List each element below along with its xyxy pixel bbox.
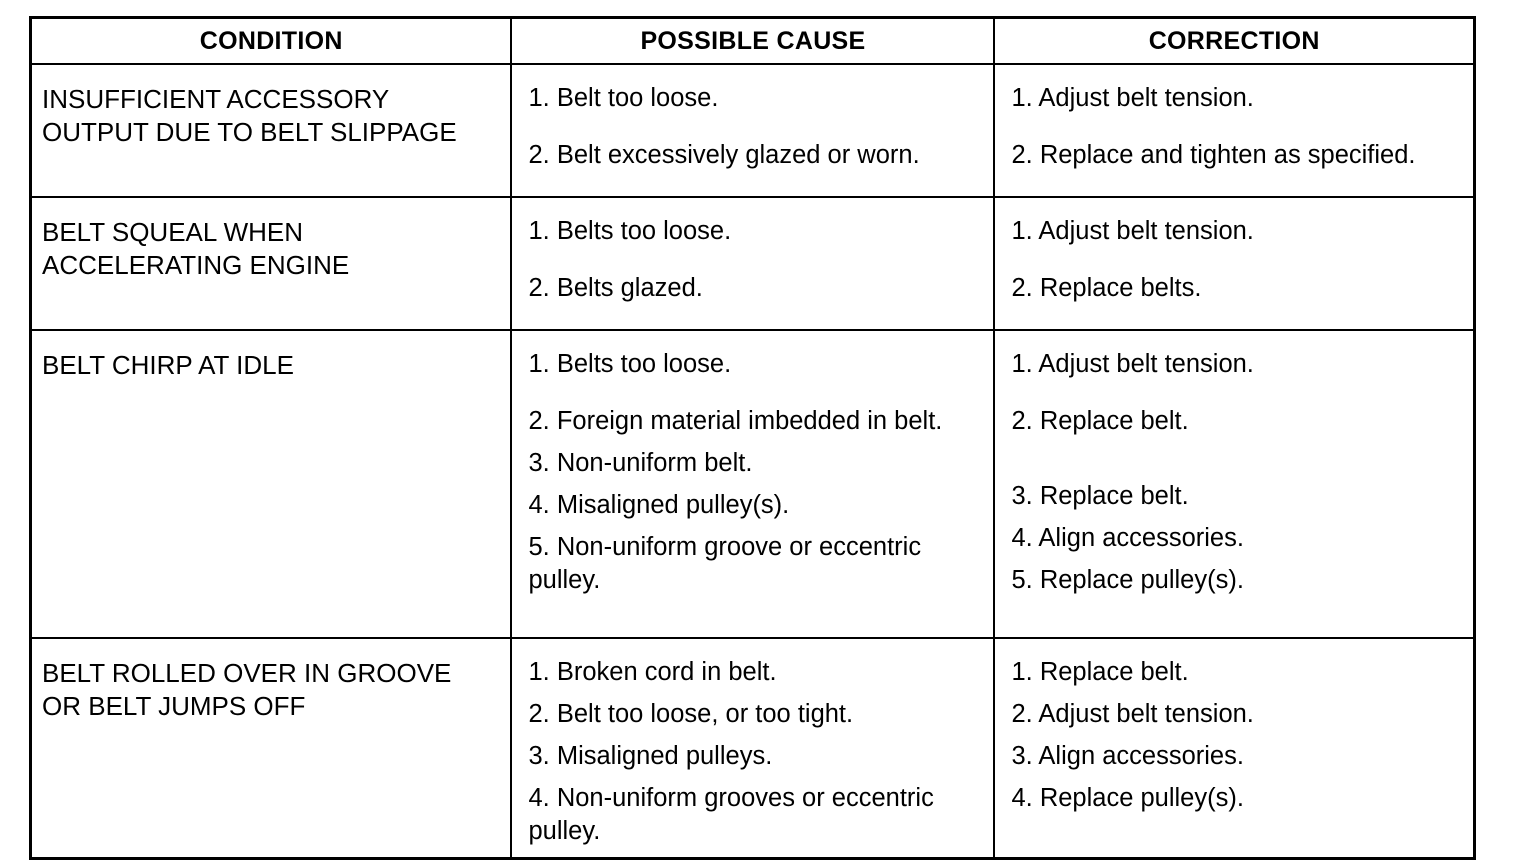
table-row bbox=[31, 64, 1475, 197]
cause-item: 2. Belts glazed. bbox=[528, 274, 703, 302]
condition-text: BELT ROLLED OVER IN GROOVE OR BELT JUMPS OFF bbox=[42, 658, 452, 721]
correction-item: 1. Adjust belt tension. bbox=[1011, 84, 1254, 112]
table-row bbox=[31, 197, 1475, 330]
correction-item: 4. Align accessories. bbox=[1011, 524, 1244, 552]
correction-item: 2. Replace and tighten as specified. bbox=[1011, 141, 1416, 169]
correction-item: 4. Replace pulley(s). bbox=[1011, 784, 1244, 812]
header-row bbox=[31, 18, 1475, 65]
cause-item: 2. Belt too loose, or too tight. bbox=[528, 700, 854, 728]
condition-cell bbox=[31, 64, 512, 197]
correction-item: 1. Adjust belt tension. bbox=[1011, 350, 1254, 378]
condition-cell bbox=[31, 330, 512, 638]
header-condition: CONDITION bbox=[31, 18, 512, 65]
condition-cell bbox=[31, 197, 512, 330]
cause-item: 1. Belt too loose. bbox=[528, 84, 719, 112]
cause-cell bbox=[511, 638, 994, 859]
cause-item: 2. Foreign material imbedded in belt. bbox=[528, 407, 943, 435]
cause-item: 1. Belts too loose. bbox=[528, 350, 732, 378]
cause-item: 3. Non-uniform belt. bbox=[528, 449, 753, 477]
table-row bbox=[31, 638, 1475, 859]
correction-item: 2. Adjust belt tension. bbox=[1011, 700, 1254, 728]
cause-item: 3. Misaligned pulleys. bbox=[528, 742, 773, 770]
table-row bbox=[31, 330, 1475, 638]
correction-item: 1. Adjust belt tension. bbox=[1011, 217, 1254, 245]
condition-text: BELT CHIRP AT IDLE bbox=[42, 350, 294, 380]
cause-item: 4. Non-uniform grooves or eccentric pulley. bbox=[528, 784, 934, 845]
troubleshooting-table bbox=[29, 16, 1476, 860]
correction-cell bbox=[994, 330, 1474, 638]
cause-cell bbox=[511, 64, 994, 197]
cause-item: 2. Belt excessively glazed or worn. bbox=[528, 141, 920, 169]
correction-cell bbox=[994, 64, 1474, 197]
header-correction: CORRECTION bbox=[994, 18, 1474, 65]
correction-item: 2. Replace belt. bbox=[1011, 407, 1189, 435]
condition-text: BELT SQUEAL WHEN ACCELERATING ENGINE bbox=[42, 217, 350, 280]
correction-cell bbox=[994, 638, 1474, 859]
cause-cell bbox=[511, 330, 994, 638]
correction-item: 3. Align accessories. bbox=[1011, 742, 1244, 770]
cause-cell bbox=[511, 197, 994, 330]
cause-item: 1. Broken cord in belt. bbox=[528, 658, 777, 686]
correction-cell bbox=[994, 197, 1474, 330]
header-possible-cause: POSSIBLE CAUSE bbox=[511, 18, 994, 65]
correction-item: 5. Replace pulley(s). bbox=[1011, 566, 1244, 594]
correction-item: 1. Replace belt. bbox=[1011, 658, 1189, 686]
cause-item: 5. Non-uniform groove or eccentric pulley. bbox=[528, 533, 922, 594]
cause-item: 4. Misaligned pulley(s). bbox=[528, 491, 790, 519]
condition-text: INSUFFICIENT ACCESSORY OUTPUT DUE TO BELT SLIPPAGE bbox=[42, 84, 457, 147]
cause-item: 1. Belts too loose. bbox=[528, 217, 732, 245]
correction-item: 2. Replace belts. bbox=[1011, 274, 1202, 302]
correction-item: 3. Replace belt. bbox=[1011, 482, 1189, 510]
condition-cell bbox=[31, 638, 512, 859]
